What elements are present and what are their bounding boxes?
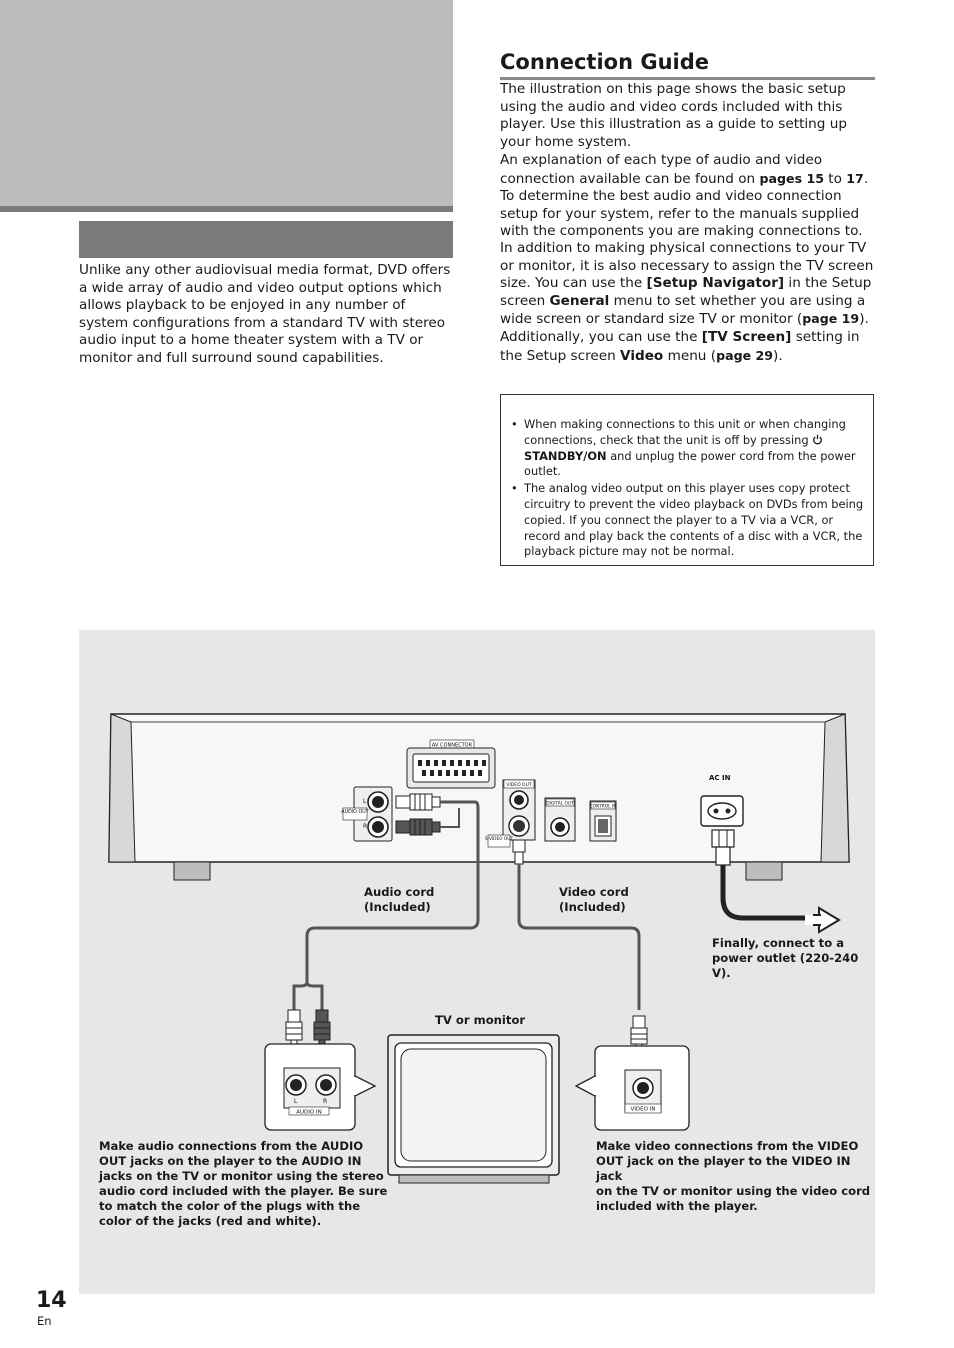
video-cable [513,840,639,1010]
tv-monitor [388,1035,559,1183]
paragraph-2-text-a: An explanation of each type of audio and video connection available can be found on [500,152,823,187]
paragraph-3-text-b: in the Setup screen [500,275,872,309]
av-connector-label: AV CONNECTOR [431,742,473,749]
page-ref-29: page 29 [716,347,774,363]
paragraph-3 [500,240,878,365]
paragraph-3-text-a: In addition to making physical connections to your TV or monitor, it is also necessary to assign the TV screen size. You can use the [500,240,874,292]
video-instructions [596,1139,874,1214]
control-in-label: CONTROL IN [589,804,617,810]
video-cord-label [559,885,629,915]
page-language: En [37,1314,52,1328]
note-1-text-a: When making connections to this unit or when changing connections, check that the unit is off by pressing [524,417,846,447]
power-outlet-label-line: power outlet (220-240 V). [712,951,859,980]
note-2-text: The analog video output on this player uses copy protect circuitry to prevent the video playback on DVDs from being copied. If you connect the player to a TV via a VCR, or record and play back the contents of a disc with a VCR, the playback picture may not be normal. [524,481,864,559]
chapter-header-rule [0,206,453,212]
note-1-text-b: and unplug the power cord from the power outlet. [524,448,856,479]
connection-diagram [79,630,875,1294]
tv-monitor-label: TV or monitor [435,1013,526,1027]
tv-audio-r-label: R [323,1098,328,1105]
tv-audio-in-label: AUDIO IN [296,1109,322,1116]
page-ref-17: 17 [846,170,864,186]
intro-text: Unlike any other audiovisual media format, DVD offers a wide array of audio and video output options which allows playback to be enjoyed in any number of system configurations from a standard TV with stereo audio input to a home theater system with a TV or monitor and full surround sound capabilities. [79,262,451,366]
paragraph-1: The illustration on this page shows the basic setup using the audio and video cords included with this player. Use this illustration as a guide to setting up your home system. [500,81,847,150]
video-out-label: VIDEO OUT [506,783,532,788]
audio-instructions-line: audio cord included with the player. Be sure [99,1184,388,1198]
paragraph-3-text-d: ). Additionally, you can use the [500,311,869,345]
video-menu-ref: Video [620,347,664,364]
paragraph-2 [500,152,878,241]
video-instructions-line: on the TV or monitor using the video cord [596,1184,871,1198]
paragraph-3-text-e: setting in the Setup screen [500,328,860,364]
general-menu-ref: General [549,292,610,309]
note-list [511,417,867,561]
setup-navigator-ref: [Setup Navigator] [646,275,785,292]
audio-instructions-line: color of the jacks (red and white). [99,1214,322,1228]
audio-instructions-line: to match the color of the plugs with the [99,1199,361,1213]
video-cord-label-line: Video cord [559,885,629,899]
standby-on-label: STANDBY/ON [524,448,607,463]
page-ref-19: page 19 [802,311,860,327]
page-ref-15: pages 15 [759,170,824,186]
bullet-icon: • [511,417,518,431]
bullet-icon: • [511,481,518,496]
paragraph-2-text-b: . To determine the best audio and video connection setup for your system, refer to the manuals supplied with the components you are making connections to. [500,170,869,240]
chapter-header-block [0,0,453,206]
note-box [500,394,874,566]
paragraph-3-text-c: menu to set whether you are using a wide screen or standard size TV or monitor ( [500,292,866,328]
audio-cord-label-line: (Included) [364,900,431,914]
power-icon [812,434,823,445]
video-instructions-line: included with the player. [596,1199,758,1213]
paragraph-3-text-f: menu ( [663,347,717,364]
paragraph-3-text-g: ). [773,347,783,364]
ac-in-label: AC IN [709,774,731,782]
audio-instructions-line: Make audio connections from the AUDIO [99,1139,364,1153]
video-cord-label-line: (Included) [559,900,626,914]
s-video-out-label: S-VIDEO OUT [484,837,514,842]
audio-instructions [99,1139,389,1229]
note-item [511,417,867,480]
digital-out-jack [545,798,575,841]
tv-audio-in-callout [265,1044,375,1130]
video-instructions-line: OUT jack on the player to the VIDEO IN jack [596,1154,851,1183]
audio-cord-label-line: Audio cord [364,885,435,899]
page-number: 14 [36,1288,67,1313]
section-title-bar [79,221,453,258]
audio-out-l-label: L [363,798,367,805]
note-item [511,481,867,560]
audio-out-label: AUDIO OUT [341,810,369,815]
video-instructions-line: Make video connections from the VIDEO [596,1139,859,1153]
control-in-jack [590,801,617,841]
tv-video-in-label: VIDEO IN [630,1106,656,1113]
paragraph-2-to: to [823,170,847,187]
power-outlet-label-line: Finally, connect to a [712,936,845,950]
audio-instructions-line: OUT jacks on the player to the AUDIO IN [99,1154,362,1168]
page-heading: Connection Guide [500,49,875,80]
tv-screen-ref: [TV Screen] [701,328,792,345]
tv-video-in-callout [576,1046,689,1130]
tv-audio-l-label: L [294,1098,298,1105]
power-outlet-label [712,936,875,981]
digital-out-label: DIGITAL OUT [546,801,574,807]
audio-instructions-line: jacks on the TV or monitor using the stereo [99,1169,384,1183]
audio-out-r-label: R [363,823,368,830]
audio-cord-label [364,885,434,915]
